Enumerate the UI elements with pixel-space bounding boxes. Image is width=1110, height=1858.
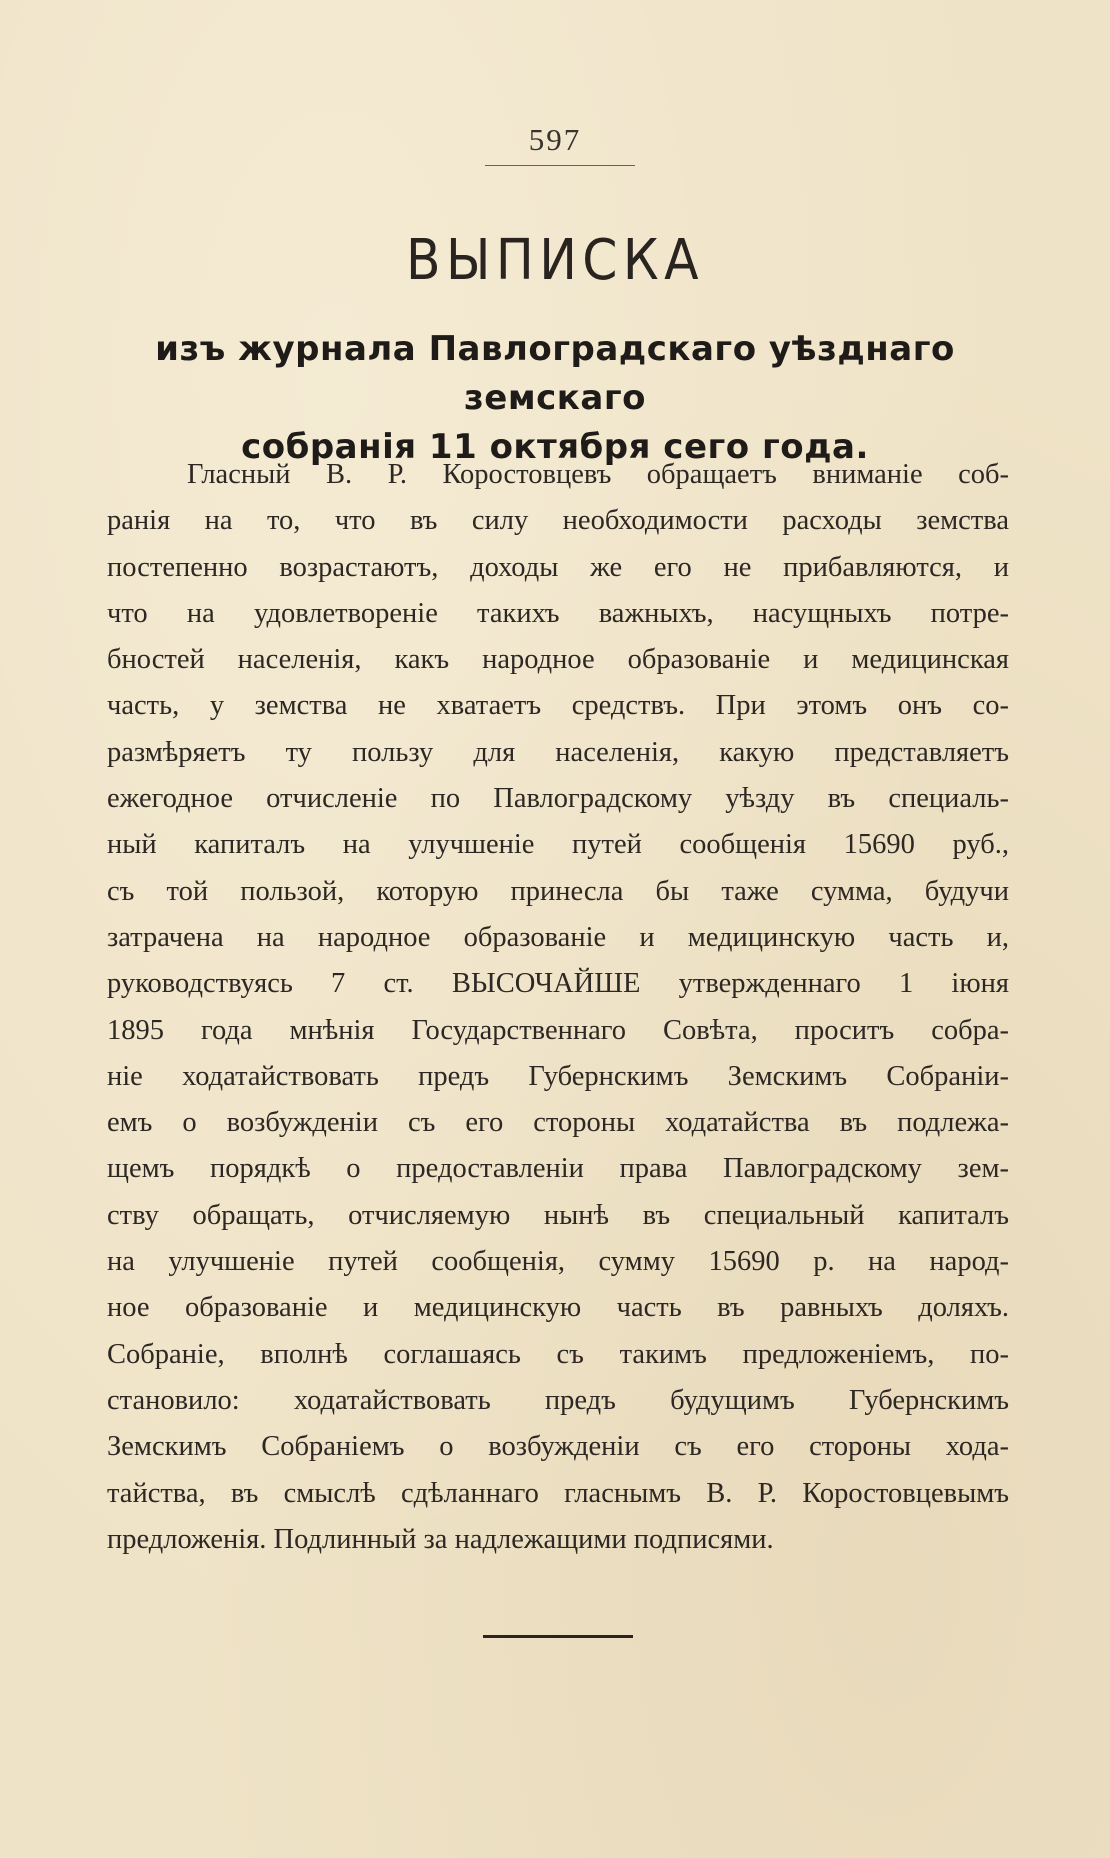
body-line: Гласный В. Р. Коростовцевъ обращаетъ вниманіе соб-	[187, 459, 1009, 490]
body-line: руководствуясь 7 ст. ВЫСОЧАЙШЕ утвержденнаго 1 іюня	[107, 968, 1009, 1000]
document-title: ВЫПИСКА	[406, 228, 704, 293]
body-line: бностей населенія, какъ народное образованіе и медицинская	[107, 644, 1009, 676]
body-line: ное образованіе и медицинскую часть въ равныхъ доляхъ.	[107, 1292, 1009, 1324]
body-line: емъ о возбужденіи съ его стороны ходатайства въ подлежа-	[107, 1107, 1009, 1139]
body-line: ніе ходатайствовать предъ Губернскимъ Земскимъ Собраніи-	[107, 1060, 1009, 1092]
body-line: ству обращать, отчисляемую нынѣ въ специальный капиталъ	[107, 1199, 1009, 1231]
page-number: 597	[528, 122, 582, 157]
body-line: щемъ порядкѣ о предоставленіи права Павлоградскому зем-	[107, 1153, 1009, 1185]
body-line: Земскимъ Собраніемъ о возбужденіи съ его стороны хода-	[107, 1431, 1009, 1463]
body-line: 1895 года мнѣнія Государственнаго Совѣта, проситъ собра-	[107, 1014, 1009, 1046]
body-line: предложенія. Подлинный за надлежащими подписями.	[107, 1523, 774, 1555]
body-line: размѣряетъ ту пользу для населенія, какую представляетъ	[107, 736, 1009, 768]
subtitle-line: собранія 11 октября сего года.	[241, 427, 869, 467]
body-line: тайства, въ смыслѣ сдѣланнаго гласнымъ В. Р. Коростовцевымъ	[107, 1477, 1009, 1509]
body-line: постепенно возрастаютъ, доходы же его не прибавляются, и	[107, 551, 1009, 583]
page-number-rule	[485, 165, 635, 166]
body-line: на улучшеніе путей сообщенія, сумму 15690 р. на народ-	[107, 1246, 1009, 1278]
body-line: ный капиталъ на улучшеніе путей сообщенія 15690 руб.,	[107, 829, 1009, 861]
body-line: часть, у земства не хватаетъ средствъ. При этомъ онъ со-	[107, 690, 1009, 722]
body-line: ранія на то, что въ силу необходимости расходы земства	[107, 505, 1009, 537]
body-paragraph	[107, 452, 1009, 1563]
body-line: Собраніе, вполнѣ соглашаясь съ такимъ предложеніемъ, по-	[107, 1338, 1009, 1370]
body-line: ежегодное отчисленіе по Павлоградскому уѣзду въ специаль-	[107, 783, 1009, 815]
subtitle-line: изъ журнала Павлоградскаго уѣзднаго земскаго	[155, 329, 955, 418]
body-line: становило: ходатайствовать предъ будущимъ Губернскимъ	[107, 1384, 1009, 1416]
body-line: съ той пользой, которую принесла бы таже сумма, будучи	[107, 875, 1009, 907]
body-line: что на удовлетвореніе такихъ важныхъ, насущныхъ потре-	[107, 597, 1009, 629]
end-rule	[483, 1635, 633, 1638]
body-line: затрачена на народное образованіе и медицинскую часть и,	[107, 921, 1009, 953]
document-subtitle	[60, 325, 1050, 472]
